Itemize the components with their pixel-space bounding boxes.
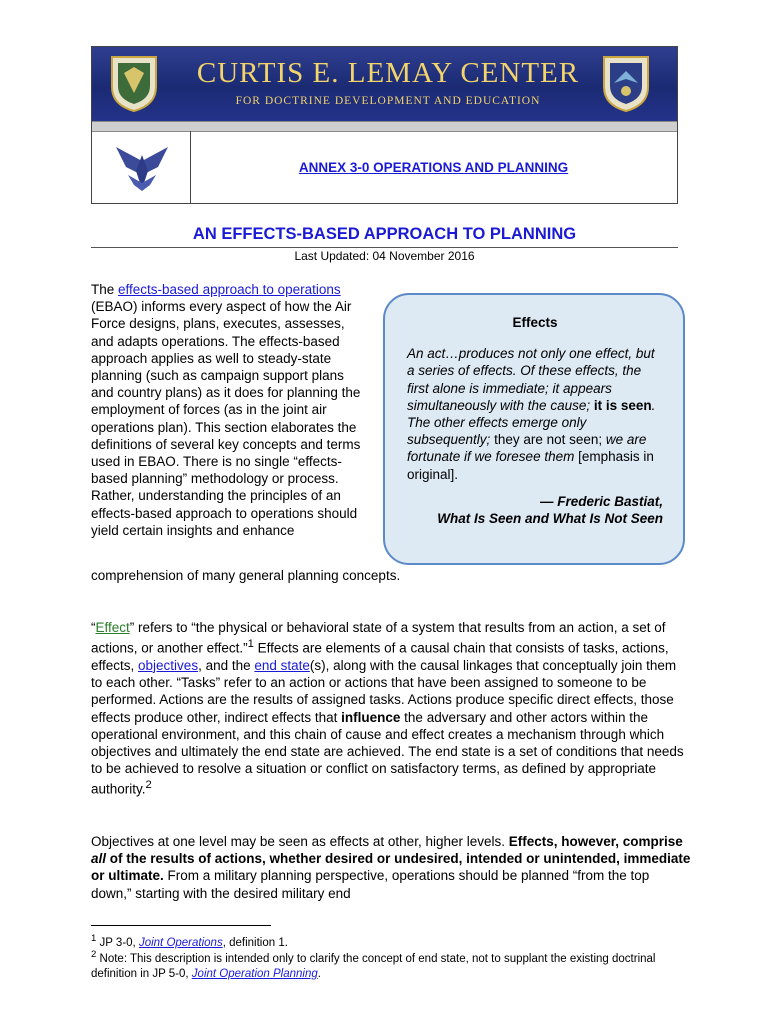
text: From a military planning perspective, operations should be planned “from the top down,” starting with the desired military end: [91, 868, 650, 901]
text: ” refers to “the physical or behavioral state of a system that results from an action, a set of actions, or another effect.”: [91, 620, 666, 656]
text: them: [544, 449, 575, 465]
air-university-seal-icon: [106, 53, 162, 113]
logo-cell: [92, 131, 191, 203]
text: .: [317, 967, 321, 980]
quote-author: — Frederic Bastiat,: [539, 493, 663, 509]
effects-quote-box: [383, 293, 685, 565]
annex-3-0-link[interactable]: ANNEX 3-0 OPERATIONS AND PLANNING: [298, 159, 569, 175]
footnote-2: [91, 947, 691, 982]
paragraph-effect-definition: [91, 619, 691, 798]
text: . The other effects emerge only subsequently;: [407, 397, 656, 448]
text: (s), along with the causal linkages that conceptually join them to each other. “Tasks” refer to an action or actions that have been assigned to someone to be performed. Actions are the results of assigned tasks. Actions produce specific direct effects, those effects produce other, indirect effects that: [91, 657, 677, 725]
objectives-link[interactable]: objectives: [138, 657, 199, 673]
last-updated: Last Updated: 04 November 2016: [294, 249, 475, 263]
title-divider: [91, 247, 678, 248]
text: Note: This description is intended only to clarify the concept of end state, not to supplant the existing doctrinal definition in JP 5-0,: [91, 952, 656, 980]
quote-title: Effects: [512, 315, 558, 330]
text: [emphasis in original].: [407, 449, 654, 482]
banner-subtitle: FOR DOCTRINE DEVELOPMENT AND EDUCATION: [235, 95, 541, 107]
text: it is seen: [593, 397, 652, 413]
text: they are not seen;: [490, 432, 606, 448]
footnote-ref-1[interactable]: 1: [247, 638, 254, 651]
text: “: [91, 620, 96, 635]
text: , and the: [198, 657, 255, 673]
text: influence: [341, 709, 401, 725]
text: , definition 1.: [222, 936, 288, 949]
text: Effects are elements of a causal chain that consists of tasks, actions, effects,: [91, 640, 669, 673]
text: Joint Operations: [138, 936, 223, 949]
footnote-ref-2[interactable]: 2: [145, 779, 152, 792]
lemay-center-banner: [92, 47, 677, 121]
footnote-divider: [91, 925, 271, 926]
text: JP 3-0,: [96, 936, 139, 949]
text: Joint Operation Planning: [191, 967, 318, 980]
banner-title: CURTIS E. LEMAY CENTER: [196, 57, 580, 89]
text: Effects, however, comprise: [508, 834, 683, 849]
text: Objectives at one level may be seen as effects at other, higher levels.: [91, 834, 509, 849]
quote-source: What Is Seen and What Is Not Seen: [437, 511, 663, 527]
text: An act…produces not only one effect, but a series of effects. Of these effects, the first alone is immediate; it appears simultaneously with the cause;: [407, 346, 655, 413]
footnote-number: 2: [91, 949, 97, 960]
paragraph-objectives: [91, 833, 691, 902]
text: the adversary and other actors within the operational environment, and this chain of cause and effect creates a mechanism through which objectives and ultimately the end state are achieved. The end state is a set of conditions that needs to be achieved to resolve a situation or conflict on satisfactory terms, as defined by appropriate authority.: [91, 709, 684, 797]
effect-link[interactable]: Effect: [95, 620, 130, 635]
text: The: [91, 282, 119, 297]
text: all: [91, 851, 107, 867]
annex-link-cell: [190, 131, 677, 203]
page-title: AN EFFECTS-BASED APPROACH TO PLANNING: [192, 225, 577, 243]
paragraph-intro: [91, 281, 366, 539]
text: (EBAO) informs every aspect of how the Air Force designs, plans, executes, assesses, and adapts operations. The effects-based approach applies as well to steady-state planning (such as campaign support plans and country plans) as it does for planning the employment of forces (as in the joint air operations plan). This section elaborates the definitions of several key concepts and terms used in EBAO. There is no single “effects-based planning” methodology or process. Rather, understanding the principles of an effects-based approach to operations should yield certain insights and enhance: [91, 299, 361, 538]
lemay-center-seal-icon: [598, 53, 654, 113]
text: of the results of actions, whether desired or undesired, intended or unintended, immediate or ultimate.: [91, 851, 691, 884]
footnote-number: 1: [91, 933, 97, 944]
document-header: [91, 46, 678, 204]
end-state-link[interactable]: end state: [254, 657, 310, 673]
text: we are fortunate if we foresee: [407, 432, 647, 465]
joint-operation-planning-link[interactable]: [192, 968, 318, 980]
paragraph-intro-end: comprehension of many general planning concepts.: [91, 568, 401, 583]
ebao-link[interactable]: effects-based approach to operations: [118, 282, 341, 297]
quote-text: [407, 345, 663, 483]
air-force-wings-icon: [114, 141, 170, 193]
